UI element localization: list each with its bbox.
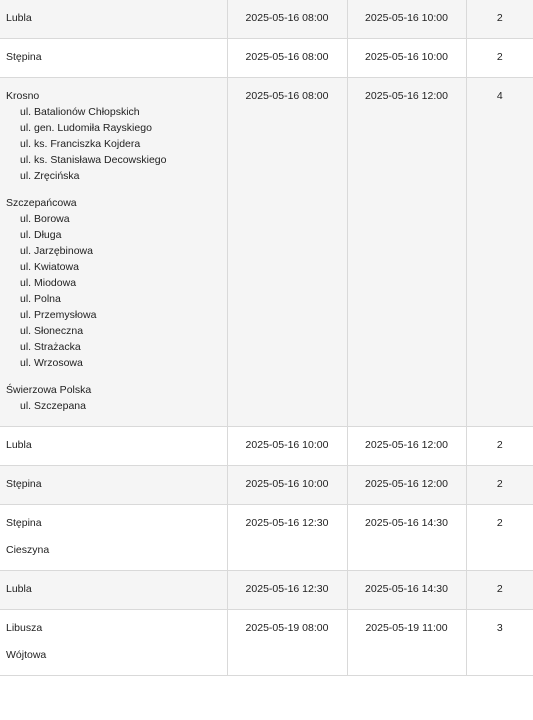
street-name: ul. Kwiatowa <box>20 261 79 273</box>
street-name: ul. Zręcińska <box>20 170 80 182</box>
start-time-cell: 2025-05-16 12:30 <box>227 505 347 571</box>
location-name: Stępina <box>6 51 42 63</box>
duration-cell: 2 <box>466 427 533 466</box>
street-name: ul. ks. Stanisława Decowskiego <box>20 154 167 166</box>
location-name: Stępina <box>6 478 42 490</box>
area-cell <box>0 39 227 78</box>
street-name: ul. Długa <box>20 229 62 241</box>
location-group <box>6 542 221 558</box>
start-time-cell: 2025-05-16 08:00 <box>227 39 347 78</box>
location-group <box>6 49 221 65</box>
area-cell <box>0 427 227 466</box>
street-name: ul. gen. Ludomiła Rayskiego <box>20 122 152 134</box>
location-name: Lubla <box>6 439 32 451</box>
location-name: Lubla <box>6 12 32 24</box>
area-cell <box>0 78 227 427</box>
location-group <box>6 476 221 492</box>
end-time-cell: 2025-05-19 11:00 <box>347 610 466 676</box>
area-cell <box>0 0 227 39</box>
location-name: Szczepańcowa <box>6 197 77 209</box>
duration-cell: 3 <box>466 610 533 676</box>
location-name: Stępina <box>6 517 42 529</box>
street-name: ul. Wrzosowa <box>20 357 83 369</box>
end-time-cell: 2025-05-16 12:00 <box>347 427 466 466</box>
location-group <box>6 382 221 414</box>
location-group <box>6 437 221 453</box>
table-row <box>0 39 533 78</box>
duration-cell: 2 <box>466 466 533 505</box>
duration-cell: 2 <box>466 39 533 78</box>
table-row <box>0 466 533 505</box>
location-name: Libusza <box>6 622 43 634</box>
end-time-cell: 2025-05-16 12:00 <box>347 466 466 505</box>
location-group <box>6 88 221 184</box>
table-row <box>0 427 533 466</box>
location-group <box>6 620 221 636</box>
duration-cell: 2 <box>466 571 533 610</box>
start-time-cell: 2025-05-16 10:00 <box>227 466 347 505</box>
street-name: ul. Jarzębinowa <box>20 245 93 257</box>
duration-cell: 4 <box>466 78 533 427</box>
start-time-cell: 2025-05-16 08:00 <box>227 78 347 427</box>
location-group <box>6 647 221 663</box>
street-name: ul. Miodowa <box>20 277 77 289</box>
location-name: Świerzowa Polska <box>6 384 92 396</box>
table-row <box>0 78 533 427</box>
area-cell <box>0 466 227 505</box>
start-time-cell: 2025-05-16 12:30 <box>227 571 347 610</box>
table-row <box>0 0 533 39</box>
area-cell <box>0 571 227 610</box>
street-name: ul. Przemysłowa <box>20 309 97 321</box>
location-name: Cieszyna <box>6 544 50 556</box>
location-group <box>6 10 221 26</box>
end-time-cell: 2025-05-16 10:00 <box>347 0 466 39</box>
start-time-cell: 2025-05-16 10:00 <box>227 427 347 466</box>
end-time-cell: 2025-05-16 14:30 <box>347 571 466 610</box>
end-time-cell: 2025-05-16 12:00 <box>347 78 466 427</box>
table-row <box>0 571 533 610</box>
location-group <box>6 195 221 371</box>
street-name: ul. Borowa <box>20 213 70 225</box>
location-name: Krosno <box>6 90 40 102</box>
table-row <box>0 610 533 676</box>
street-name: ul. Batalionów Chłopskich <box>20 106 140 118</box>
table-row <box>0 505 533 571</box>
duration-cell: 2 <box>466 0 533 39</box>
area-cell <box>0 505 227 571</box>
street-name: ul. Polna <box>20 293 61 305</box>
street-name: ul. Strażacka <box>20 341 81 353</box>
start-time-cell: 2025-05-16 08:00 <box>227 0 347 39</box>
area-cell <box>0 610 227 676</box>
end-time-cell: 2025-05-16 10:00 <box>347 39 466 78</box>
location-name: Wójtowa <box>6 649 47 661</box>
street-name: ul. Szczepana <box>20 400 86 412</box>
end-time-cell: 2025-05-16 14:30 <box>347 505 466 571</box>
street-name: ul. Słoneczna <box>20 325 84 337</box>
location-group <box>6 515 221 531</box>
location-group <box>6 581 221 597</box>
location-name: Lubla <box>6 583 32 595</box>
start-time-cell: 2025-05-19 08:00 <box>227 610 347 676</box>
duration-cell: 2 <box>466 505 533 571</box>
street-name: ul. ks. Franciszka Kojdera <box>20 138 141 150</box>
